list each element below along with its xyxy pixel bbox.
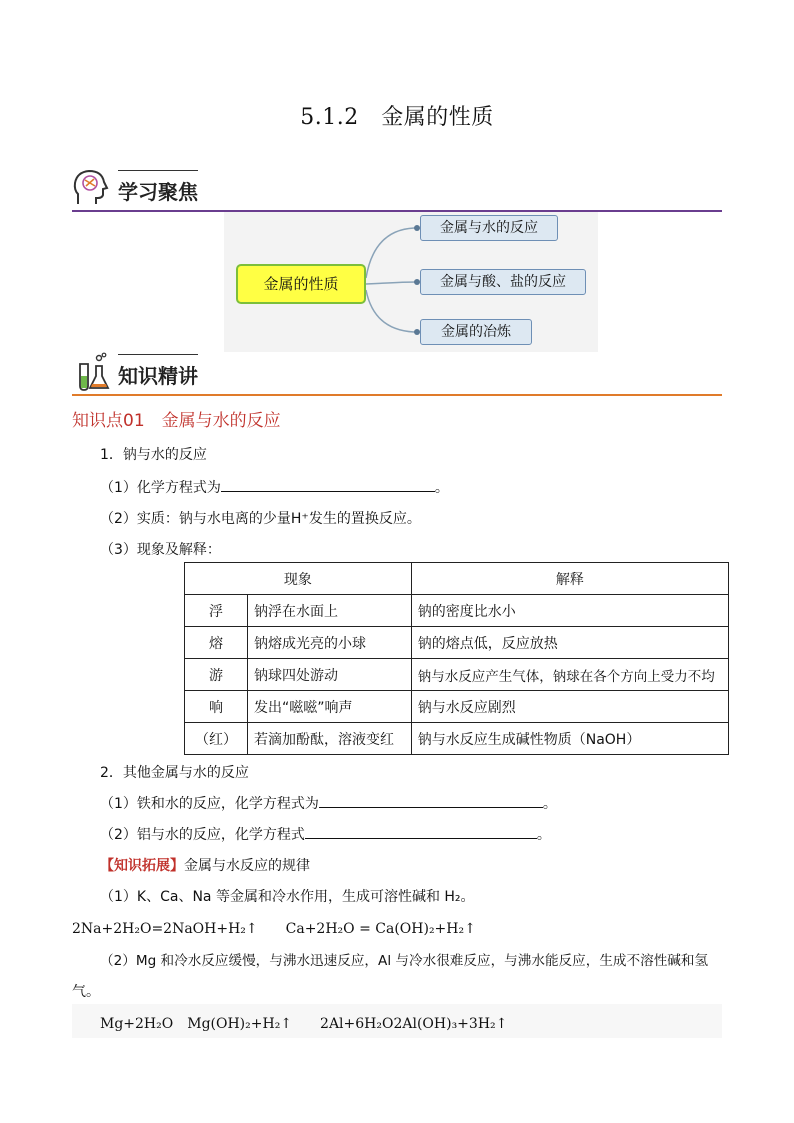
table-row — [185, 595, 729, 627]
brain-head-icon — [72, 168, 110, 208]
phenomena-table — [184, 562, 729, 755]
table-cell: 发出“嗞嗞”响声 — [248, 691, 412, 723]
extension-equation-2: Mg+2H₂O Mg(OH)₂+H₂↑ 2Al+6H₂O2Al(OH)₃+3H₂↑ — [100, 1016, 508, 1032]
question-equation: （1）化学方程式为 。 — [100, 477, 449, 497]
extension-rule-2: （2）Mg 和冷水反应缓慢，与沸水迅速反应，Al 与冷水很难反应，与沸水能反应，生成不溶性碱和氢 — [100, 953, 709, 969]
table-cell: 钠球四处游动 — [248, 659, 412, 691]
table-cell: 钠与水反应生成碱性物质（NaOH） — [411, 723, 728, 755]
table-row — [185, 723, 729, 755]
table-cell: 熔 — [185, 627, 248, 659]
table-cell: （红） — [185, 723, 248, 755]
table-cell: 钠与水反应剧烈 — [411, 691, 728, 723]
heading-other-metals: 2．其他金属与水的反应 — [100, 765, 249, 781]
answer-blank[interactable] — [305, 824, 537, 839]
table-header: 解释 — [411, 563, 728, 595]
extension-rule-2-cont: 气。 — [72, 984, 100, 1000]
table-row — [185, 659, 729, 691]
mind-map-center-node: 金属的性质 — [236, 264, 366, 304]
section-title-knowledge: 知识精讲 — [118, 364, 198, 388]
section-header-focus — [72, 168, 722, 212]
section-title-focus: 学习聚焦 — [118, 180, 198, 204]
table-cell: 若滴加酚酞，溶液变红 — [248, 723, 412, 755]
table-header-row — [185, 563, 729, 595]
knowledge-point-title: 知识点01 金属与水的反应 — [72, 411, 281, 431]
table-cell: 钠浮在水面上 — [248, 595, 412, 627]
extension-rule-1: （1）K、Ca、Na 等金属和冷水作用，生成可溶性碱和 H₂。 — [100, 889, 475, 905]
mind-map-branch: 金属与水的反应 — [420, 215, 558, 241]
knowledge-extension-heading: 【知识拓展】金属与水反应的规律 — [100, 858, 310, 874]
mind-map-branch: 金属的冶炼 — [420, 319, 532, 345]
section-header-knowledge — [72, 352, 722, 396]
answer-blank[interactable] — [221, 477, 435, 492]
answer-blank[interactable] — [319, 793, 543, 808]
question-essence: （2）实质：钠与水电离的少量H⁺发生的置换反应。 — [100, 511, 421, 527]
extension-equation-1: 2Na+2H₂O=2NaOH+H₂↑ Ca+2H₂O = Ca(OH)₂+H₂↑ — [72, 921, 476, 937]
table-cell: 游 — [185, 659, 248, 691]
flask-icon — [72, 352, 110, 392]
table-cell: 钠熔成光亮的小球 — [248, 627, 412, 659]
mind-map — [224, 212, 598, 352]
table-row — [185, 627, 729, 659]
table-cell: 响 — [185, 691, 248, 723]
table-cell: 钠与水反应产生气体，钠球在各个方向上受力不均 — [411, 659, 728, 691]
question-aluminum-water: （2）铝与水的反应，化学方程式 。 — [100, 824, 551, 844]
table-cell: 钠的密度比水小 — [411, 595, 728, 627]
table-header: 现象 — [185, 563, 412, 595]
question-iron-water: （1）铁和水的反应，化学方程式为 。 — [100, 793, 557, 813]
table-cell: 钠的熔点低，反应放热 — [411, 627, 728, 659]
question-phenomena: （3）现象及解释： — [100, 542, 221, 558]
mind-map-branch: 金属与酸、盐的反应 — [420, 269, 586, 295]
heading-sodium-water: 1．钠与水的反应 — [100, 447, 207, 463]
table-cell: 浮 — [185, 595, 248, 627]
page-title: 5.1.2 金属的性质 — [300, 105, 494, 130]
table-row — [185, 691, 729, 723]
